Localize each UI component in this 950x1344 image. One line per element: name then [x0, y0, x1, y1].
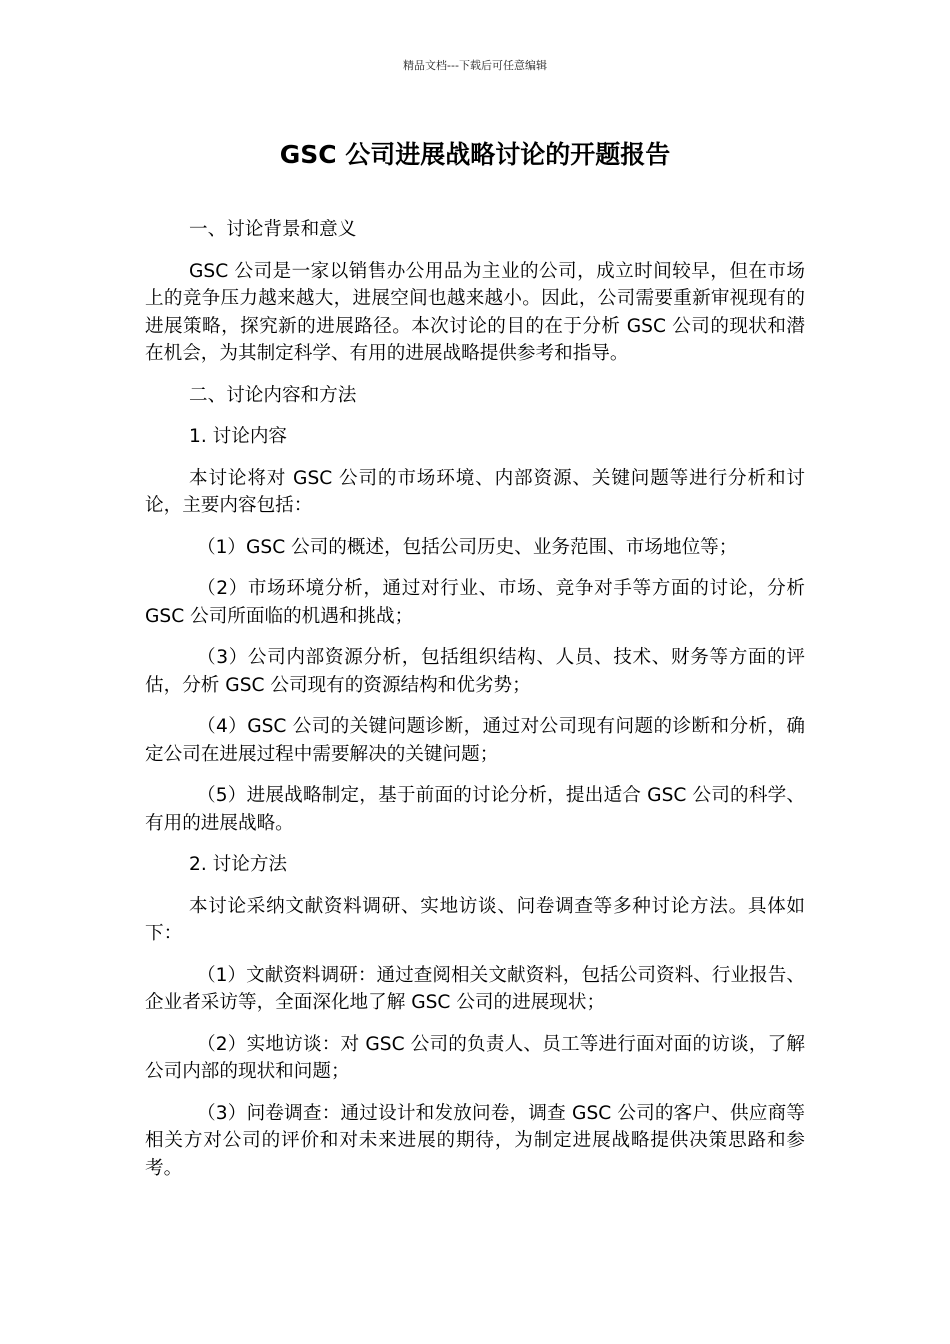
subheading-content: 1. 讨论内容: [189, 426, 288, 447]
list-item-content-4: （4）GSC 公司的关键问题诊断，通过对公司现有问题的诊断和分析，确定公司在进展过程中需要解决的关键问题；: [145, 716, 805, 765]
section-heading-background: 一、讨论背景和意义: [189, 219, 357, 240]
list-item-content-3: （3）公司内部资源分析，包括组织结构、人员、技术、财务等方面的评估，分析 GSC 公司现有的资源结构和优劣势；: [145, 647, 805, 696]
paragraph-method-intro: 本讨论采纳文献资料调研、实地访谈、问卷调查等多种讨论方法。具体如下：: [145, 895, 805, 944]
header-note: 精品文档---下载后可任意编辑: [403, 59, 547, 72]
document-body: [145, 216, 805, 1196]
paragraph-background: GSC 公司是一家以销售办公用品为主业的公司，成立时间较早，但在市场上的竞争压力越来越大，进展空间也越来越小。因此，公司需要重新审视现有的进展策略，探究新的进展路径。本次讨论的目的在于分析 GSC 公司的现状和潜在机会，为其制定科学、有用的进展战略提供参考和指导。: [145, 260, 805, 364]
list-item-method-1: （1）文献资料调研：通过查阅相关文献资料，包括公司资料、行业报告、企业者采访等，全面深化地了解 GSC 公司的进展现状；: [145, 964, 805, 1013]
list-item-content-5: （5）进展战略制定，基于前面的讨论分析，提出适合 GSC 公司的科学、有用的进展战略。: [145, 785, 805, 834]
document-title: GSC 公司进展战略讨论的开题报告: [279, 140, 671, 169]
section-heading-content-method: 二、讨论内容和方法: [189, 384, 357, 406]
list-item-content-2: （2）市场环境分析，通过对行业、市场、竞争对手等方面的讨论，分析 GSC 公司所面临的机遇和挑战；: [145, 578, 805, 627]
paragraph-content-intro: 本讨论将对 GSC 公司的市场环境、内部资源、关键问题等进行分析和讨论，主要内容包括：: [145, 467, 805, 516]
list-item-method-3: （3）问卷调查：通过设计和发放问卷，调查 GSC 公司的客户、供应商等相关方对公司的评价和对未来进展的期待，为制定进展战略提供决策思路和参考。: [145, 1102, 805, 1179]
list-item-content-1: （1）GSC 公司的概述，包括公司历史、业务范围、市场地位等；: [197, 536, 738, 558]
subheading-method: 2. 讨论方法: [189, 854, 288, 875]
list-item-method-2: （2）实地访谈：对 GSC 公司的负责人、员工等进行面对面的访谈，了解公司内部的现状和问题；: [145, 1033, 805, 1082]
